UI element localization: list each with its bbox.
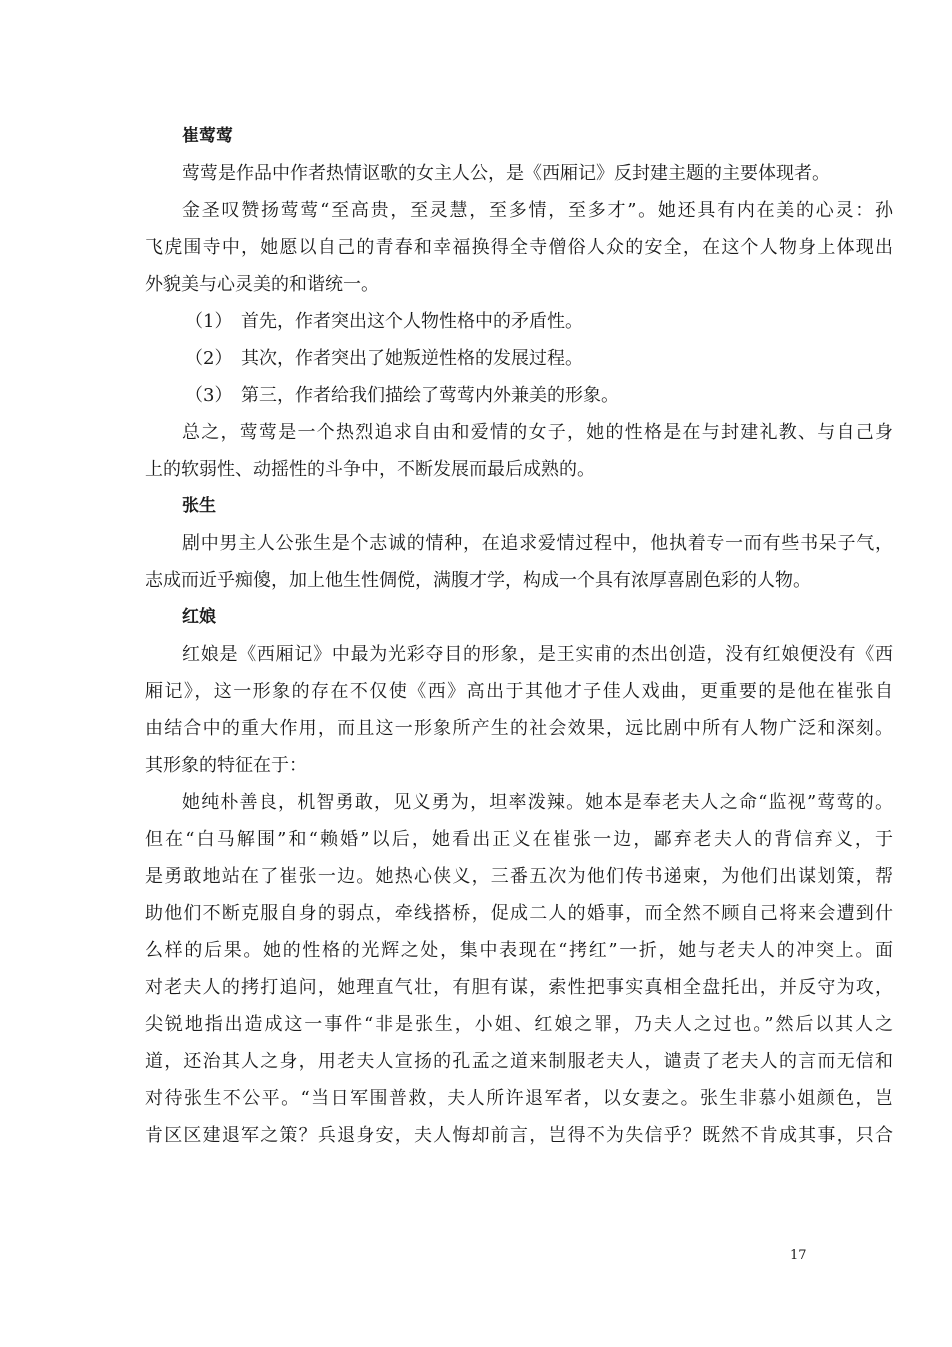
paragraph-line: 但在“白马解围”和“赖婚”以后，她看出正义在崔张一边，鄙弃老夫人的背信弃义，于 bbox=[145, 829, 893, 850]
paragraph-line: 外貌美与心灵美的和谐统一。 bbox=[145, 274, 379, 295]
list-item-text: 首先，作者突出这个人物性格中的矛盾性。 bbox=[241, 311, 583, 332]
section-heading-zhangsheng: 张生 bbox=[182, 496, 216, 516]
paragraph-line: 肯区区建退军之策？兵退身安，夫人悔却前言，岂得不为失信乎？既然不肯成其事，只合 bbox=[145, 1125, 893, 1146]
list-item-number: （2） bbox=[185, 348, 233, 369]
paragraph-line: 对老夫人的拷打追问，她理直气壮，有胆有谋，索性把事实真相全盘托出，并反守为攻， bbox=[145, 977, 893, 998]
list-item bbox=[145, 377, 893, 414]
paragraph-line: 红娘是《西厢记》中最为光彩夺目的形象，是王实甫的杰出创造，没有红娘便没有《西 bbox=[182, 644, 893, 665]
paragraph-line: 剧中男主人公张生是个志诚的情种，在追求爱情过程中，他执着专一而有些书呆子气， bbox=[182, 533, 893, 554]
page-number: 17 bbox=[790, 1248, 807, 1263]
paragraph-line: 么样的后果。她的性格的光辉之处，集中表现在“拷红”一折，她与老夫人的冲突上。面 bbox=[145, 940, 893, 961]
list-item-text: 其次，作者突出了她叛逆性格的发展过程。 bbox=[241, 348, 583, 369]
list-item-number: （1） bbox=[185, 311, 233, 332]
paragraph-line: 上的软弱性、动摇性的斗争中，不断发展而最后成熟的。 bbox=[145, 459, 595, 480]
list-item-number: （3） bbox=[185, 385, 233, 406]
section-heading-yingying: 崔莺莺 bbox=[182, 126, 233, 146]
paragraph-line: 道，还治其人之身，用老夫人宣扬的孔孟之道来制服老夫人，谴责了老夫人的言而无信和 bbox=[145, 1051, 893, 1072]
document-body bbox=[145, 118, 893, 1154]
paragraph-line: 志成而近乎痴傻，加上他生性倜傥，满腹才学，构成一个具有浓厚喜剧色彩的人物。 bbox=[145, 570, 811, 591]
paragraph-line: 是勇敢地站在了崔张一边。她热心侠义，三番五次为他们传书递柬，为他们出谋划策，帮 bbox=[145, 866, 893, 887]
list-item-text: 第三，作者给我们描绘了莺莺内外兼美的形象。 bbox=[241, 385, 619, 406]
paragraph-line: 其形象的特征在于： bbox=[145, 755, 307, 776]
paragraph-line: 金圣叹赞扬莺莺“至高贵，至灵慧，至多情，至多才”。她还具有内在美的心灵：孙 bbox=[182, 200, 893, 221]
paragraph-line: 尖锐地指出造成这一事件“非是张生，小姐、红娘之罪，乃夫人之过也。”然后以其人之 bbox=[145, 1014, 893, 1035]
paragraph-line: 莺莺是作品中作者热情讴歌的女主人公，是《西厢记》反封建主题的主要体现者。 bbox=[182, 163, 830, 184]
list-item bbox=[145, 303, 893, 340]
paragraph-line: 由结合中的重大作用，而且这一形象所产生的社会效果，远比剧中所有人物广泛和深刻。 bbox=[145, 718, 893, 739]
section-heading-hongniang: 红娘 bbox=[182, 607, 216, 627]
paragraph-line: 厢记》，这一形象的存在不仅使《西》高出于其他才子佳人戏曲，更重要的是他在崔张自 bbox=[145, 681, 893, 702]
paragraph-line: 她纯朴善良，机智勇敢，见义勇为，坦率泼辣。她本是奉老夫人之命“监视”莺莺的。 bbox=[182, 792, 893, 813]
paragraph-line: 助他们不断克服自身的弱点，牵线搭桥，促成二人的婚事，而全然不顾自己将来会遭到什 bbox=[145, 903, 893, 924]
paragraph-line: 飞虎围寺中，她愿以自己的青春和幸福换得全寺僧俗人众的安全，在这个人物身上体现出 bbox=[145, 237, 893, 258]
list-item bbox=[145, 340, 893, 377]
paragraph-line: 总之，莺莺是一个热烈追求自由和爱情的女子，她的性格是在与封建礼教、与自己身 bbox=[182, 422, 893, 443]
paragraph-line: 对待张生不公平。“当日军围普救，夫人所许退军者，以女妻之。张生非慕小姐颜色，岂 bbox=[145, 1088, 893, 1109]
